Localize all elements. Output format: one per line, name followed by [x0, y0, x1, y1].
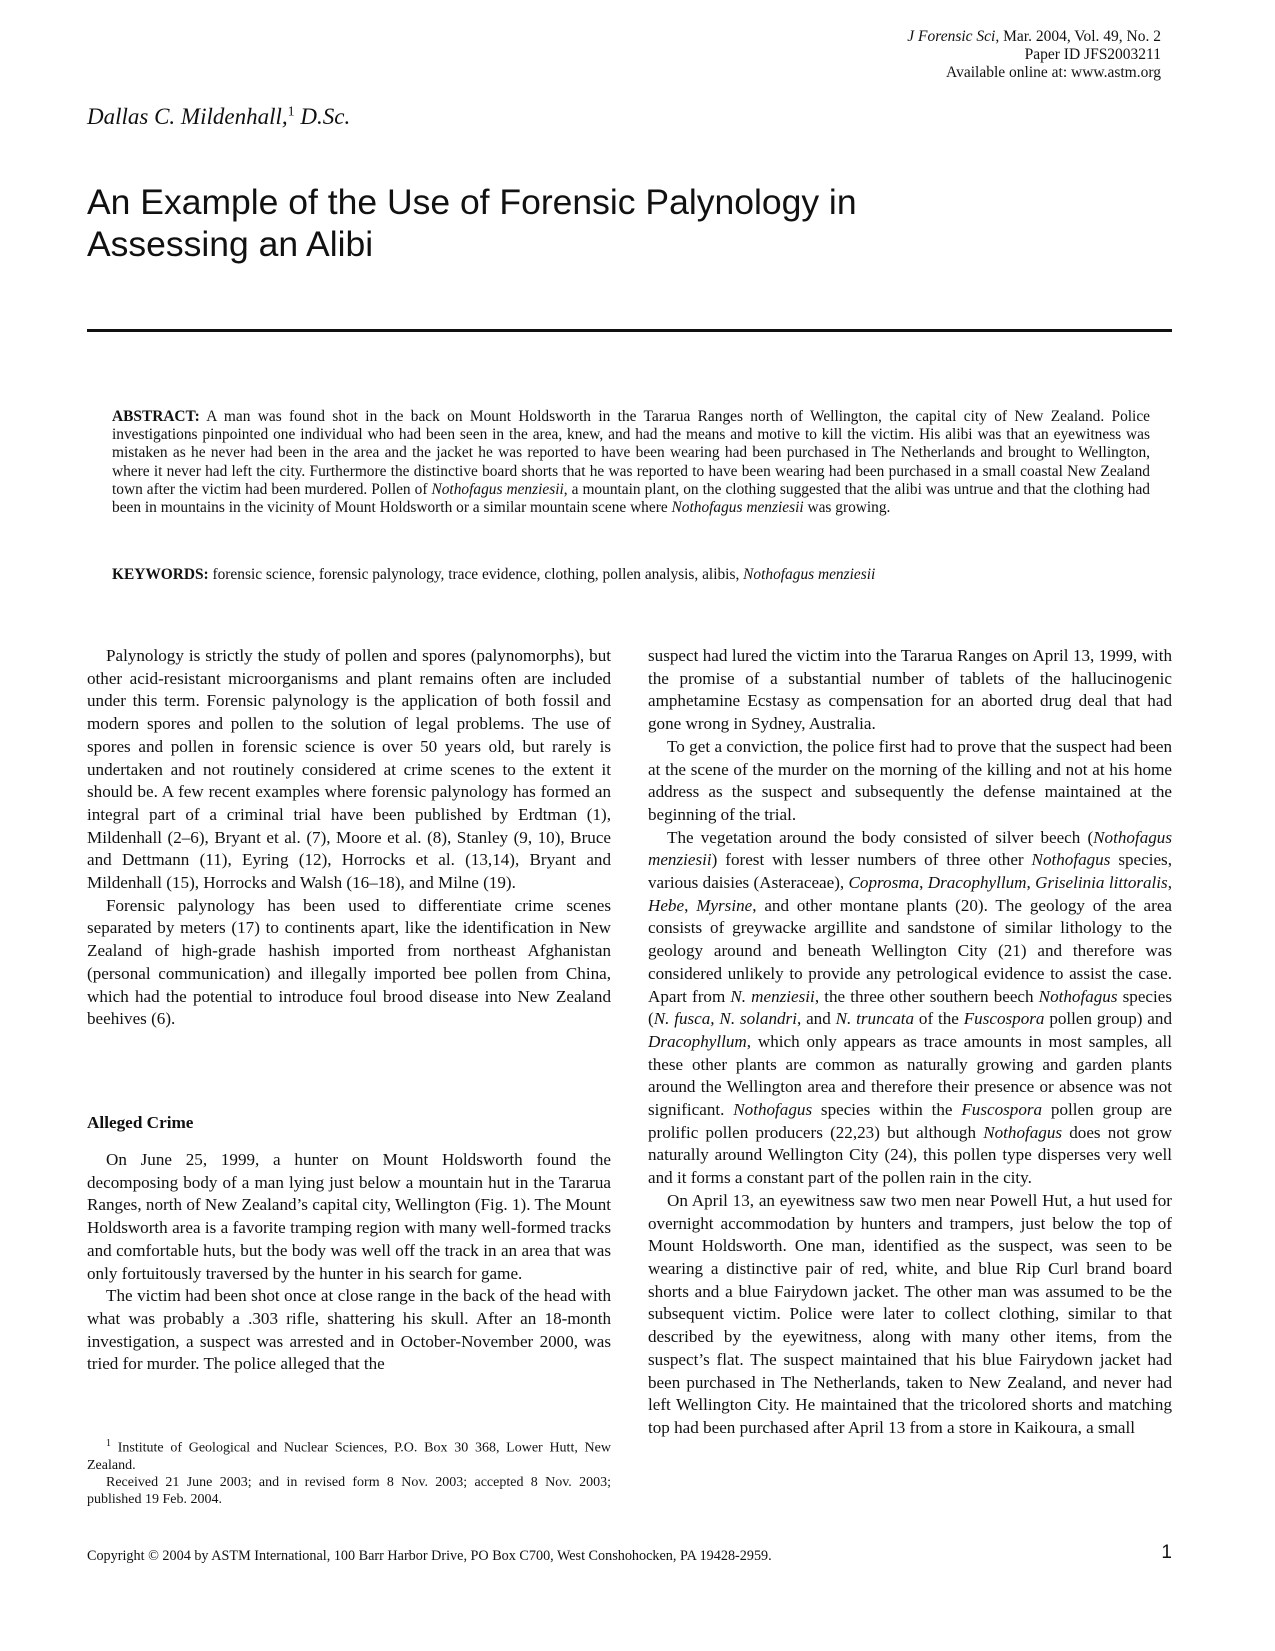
- author-degree: D.Sc.: [294, 104, 351, 129]
- text-run: species, various daisies (Asteraceae),: [648, 850, 1172, 893]
- taxon-name: N. truncata: [835, 1009, 915, 1029]
- title-line-2: Assessing an Alibi: [87, 224, 374, 264]
- taxon-name: Dracophyllum: [927, 873, 1027, 893]
- body-paragraph: suspect had lured the victim into the Tararua Ranges on April 13, 1999, with the promise of a substantial number of tablets of the hallucinogenic amphetamine Ecstasy as compensation for an aborted drug deal that had gone wrong in Sydney, Australia.: [648, 646, 1172, 734]
- journal-name: J Forensic Sci,: [907, 28, 1000, 45]
- text-run: , which only appears as trace amounts in most samples, all these other plants are common as naturally growing and garden plants around the Wellington area and therefore their presence or absence was not significant.: [648, 1031, 1172, 1120]
- footnote-affiliation: [87, 1435, 611, 1474]
- taxon-name: Fuscospora: [961, 1100, 1043, 1120]
- affiliation-mark: 1: [287, 104, 295, 120]
- footnote-affiliation-text: Institute of Geological and Nuclear Sciences, P.O. Box 30 368, Lower Hutt, New Zealand.: [87, 1440, 611, 1473]
- author-name: Dallas C. Mildenhall,: [87, 104, 288, 129]
- text-run: ) forest with lesser numbers of three other: [711, 850, 1032, 870]
- taxon-name: N. menziesii: [730, 986, 815, 1006]
- taxon-name: Nothofagus: [1038, 986, 1118, 1006]
- title-divider: [87, 329, 1172, 332]
- text-run: species within the: [812, 1100, 962, 1120]
- paper-title: [87, 181, 987, 265]
- footnote-mark: 1: [106, 1438, 111, 1449]
- copyright-notice: Copyright © 2004 by ASTM International, 100 Barr Harbor Drive, PO Box C700, West Conshohocken, PA 19428-2959.: [87, 1548, 772, 1564]
- text-run: The vegetation around the body consisted of silver beech (: [667, 827, 1094, 847]
- abstract-text: was growing.: [803, 499, 891, 517]
- keywords-label: KEYWORDS:: [112, 566, 209, 583]
- abstract-italic: Nothofagus menziesii: [431, 480, 564, 498]
- text-run: pollen group) and: [1044, 1009, 1172, 1029]
- body-paragraph: On June 25, 1999, a hunter on Mount Holdsworth found the decomposing body of a man lying just below a mountain hut in the Tararua Ranges, north of New Zealand’s capital city, Wellington (Fig. 1). The Mount Holdsworth area is a favorite tramping region with many well-formed tracks and comfortable huts, but the body was well off the track in an area that was only fortuitously traversed by the hunter in his search for game.: [87, 1150, 611, 1283]
- text-run: ,: [1167, 873, 1172, 893]
- journal-header: [907, 28, 1161, 82]
- text-run: of the: [914, 1009, 964, 1029]
- abstract-italic: Nothofagus menziesii: [671, 499, 804, 517]
- text-run: ,: [919, 873, 928, 893]
- taxon-name: N. fusca, N. solandri: [653, 1009, 797, 1029]
- text-run: ,: [684, 895, 697, 915]
- taxon-name: Myrsine: [696, 895, 753, 915]
- journal-issue: Mar. 2004, Vol. 49, No. 2: [999, 28, 1161, 45]
- taxon-name: Fuscospora: [963, 1009, 1045, 1029]
- abstract-text: , a mountain plant, on the clothing suggested that the alibi was untrue and that the clothing had been in mountains in the vicinity of Mount Holdsworth or a similar mountain scene where: [112, 480, 1150, 517]
- body-paragraph: The victim had been shot once at close range in the back of the head with what was probably a .303 rifle, shattering his skull. After an 18-month investigation, a suspect was arrested and in October-November 2000, was tried for murder. The police alleged that the: [87, 1286, 611, 1374]
- text-run: , and: [796, 1009, 836, 1029]
- text-run: , and other montane plants (20). The geology of the area consists of greywacke argillite and sandstone of similar lithology to the geology around and beneath Wellington City (21) and therefore was considered unlikely to provide any petrological evidence to assist the case. Apart from: [648, 895, 1172, 1006]
- taxon-name: Nothofagus: [733, 1100, 813, 1120]
- taxon-name: Dracophyllum: [648, 1031, 747, 1051]
- text-run: species (: [648, 986, 1172, 1029]
- abstract: [112, 408, 1150, 517]
- footnote: [87, 1435, 611, 1508]
- text-run: , the three other southern beech: [814, 986, 1039, 1006]
- text-run: pollen group are prolific pollen producers (22,23) but although: [648, 1100, 1173, 1142]
- taxon-name: Griselinia littoralis: [1035, 873, 1168, 893]
- body-paragraph: [648, 827, 1172, 1190]
- taxon-name: Coprosma: [848, 873, 920, 893]
- section-heading: Alleged Crime: [87, 1113, 194, 1132]
- right-column: [648, 645, 1172, 1440]
- keywords-italic: Nothofagus menziesii: [743, 566, 876, 583]
- body-paragraph: To get a conviction, the police first had to prove that the suspect had been at the scene of the murder on the morning of the killing and not at his home address as the suspect and subsequently the defense maintained at the beginning of the trial.: [648, 736, 1172, 824]
- footnote-dates: Received 21 June 2003; and in revised form 8 Nov. 2003; accepted 8 Nov. 2003; published 19 Feb. 2004.: [87, 1475, 611, 1508]
- paper-id: Paper ID JFS2003211: [1024, 46, 1161, 63]
- journal-citation: [907, 28, 1161, 46]
- taxon-name: Nothofagus: [983, 1122, 1063, 1142]
- keywords-list: forensic science, forensic palynology, trace evidence, clothing, pollen analysis, alibis,: [208, 566, 744, 583]
- abstract-text: A man was found shot in the back on Mount Holdsworth in the Tararua Ranges north of Wellington, the capital city of New Zealand. Police investigations pinpointed one individual who had been seen in the area, knew, and had the means and motive to kill the victim. His alibi was that an eyewitness was mistaken as he never had been in the area and the jacket he was reported to have been wearing had been purchased in The Netherlands and brought to Wellington, where it never had left the city. Furthermore the distinctive board shorts that he was reported to have been wearing had been purchased in a small coastal New Zealand town after the victim had been murdered. Pollen of: [112, 408, 1150, 498]
- body-paragraph: On April 13, an eyewitness saw two men near Powell Hut, a hut used for overnight accommodation by hunters and trampers, just below the top of Mount Holdsworth. One man, identified as the suspect, was seen to be wearing a distinctive pair of red, white, and blue Rip Curl brand board shorts and a blue Fairydown jacket. The other man was assumed to be the subsequent victim. Police were later to collect clothing, similar to that described by the eyewitness, along with many other items, from the suspect’s flat. The suspect maintained that his blue Fairydown jacket had been purchased in The Netherlands, taken to New Zealand, and never had left Wellington City. He maintained that the tricolored shorts and matching top had been purchased after April 13 from a store in Kaikoura, a small: [648, 1190, 1172, 1437]
- body-paragraph: Palynology is strictly the study of pollen and spores (palynomorphs), but other acid-resistant microorganisms and plant remains often are included under this term. Forensic palynology is the application of both fossil and modern spores and pollen to the solution of legal problems. The use of spores and pollen in forensic science is over 50 years old, but rarely is undertaken and not routinely considered at crime scenes to the extent it should be. A few recent examples where forensic palynology has formed an integral part of a criminal trial have been published by Erdtman (1), Mildenhall (2–6), Bryant et al. (7), Moore et al. (8), Stanley (9, 10), Bruce and Dettmann (11), Eyring (12), Horrocks et al. (13,14), Bryant and Mildenhall (15), Horrocks and Walsh (16–18), and Milne (19).: [87, 646, 611, 893]
- text-run: does not grow naturally around Wellington City (24), this pollen type disperses very well and it forms a constant part of the pollen rain in the city.: [648, 1122, 1172, 1188]
- left-column-intro: [87, 645, 611, 1031]
- abstract-label: ABSTRACT:: [112, 408, 200, 425]
- author-line: [87, 104, 350, 130]
- title-line-1: An Example of the Use of Forensic Palynology in: [87, 182, 857, 222]
- left-column-section: [87, 1149, 611, 1376]
- availability-note: Available online at: www.astm.org: [946, 64, 1161, 81]
- text-run: ,: [1026, 873, 1036, 893]
- page-number: 1: [1161, 1542, 1172, 1563]
- taxon-name: Nothofagus: [1031, 850, 1111, 870]
- taxon-name: Nothofagus menziesii: [648, 827, 1172, 870]
- taxon-name: Hebe: [648, 895, 685, 915]
- keywords: [112, 566, 1150, 584]
- body-paragraph: Forensic palynology has been used to differentiate crime scenes separated by meters (17) to continents apart, like the identification in New Zealand of high-grade hashish imported from northeast Afghanistan (personal communication) and illegally imported bee pollen from China, which had the potential to introduce foul brood disease into New Zealand beehives (6).: [87, 895, 611, 1029]
